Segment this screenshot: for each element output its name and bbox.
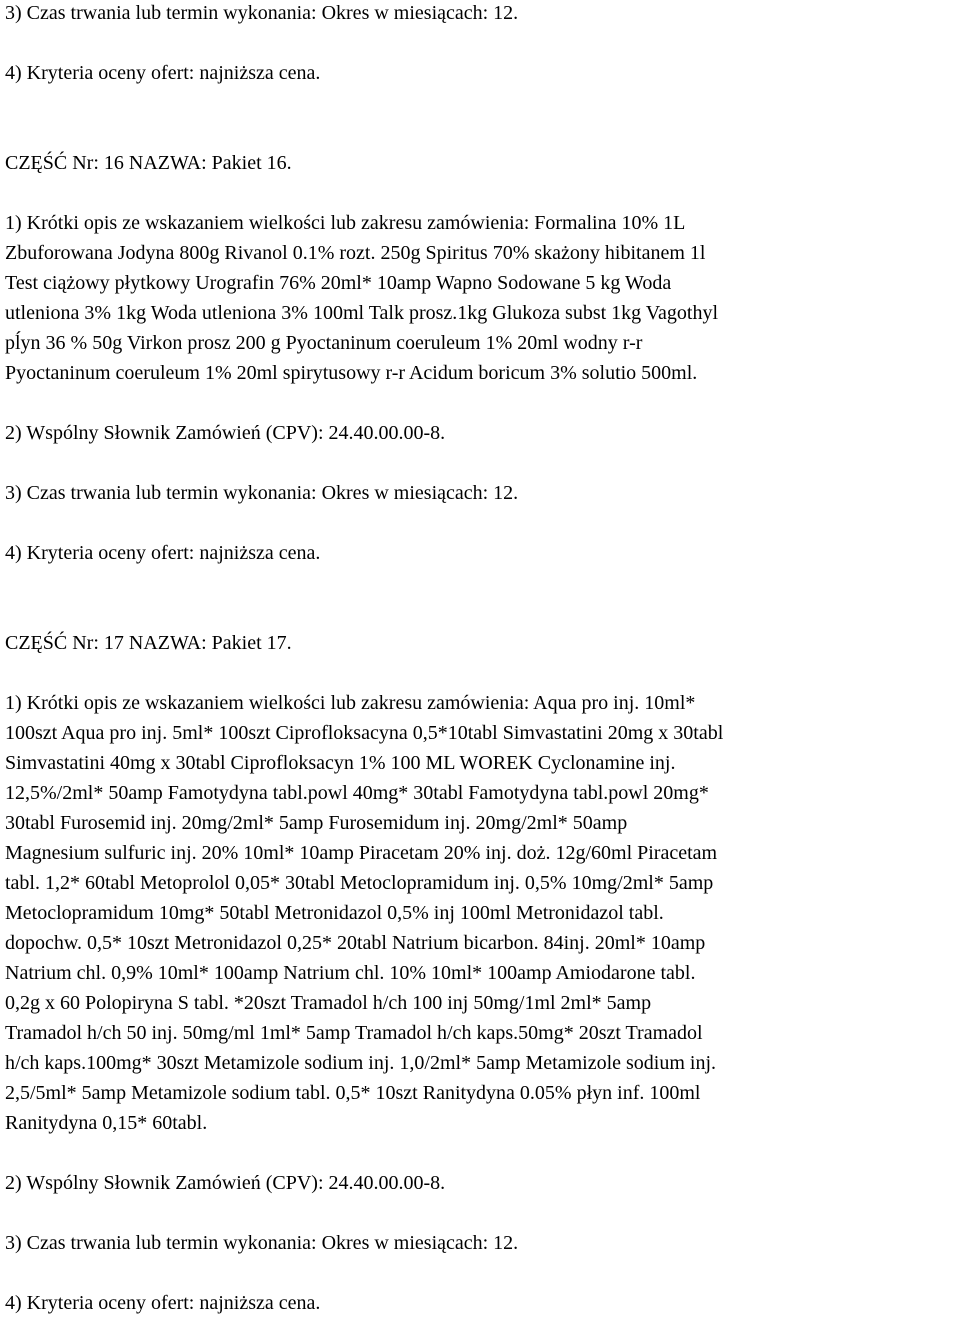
part17-description-line: Natrium chl. 0,9% 10ml* 100amp Natrium chl. 10% 10ml* 100amp Amiodarone tabl. bbox=[5, 962, 696, 984]
part16-cpv-line: 2) Wspólny Słownik Zamówień (CPV): 24.40.00.00-8. bbox=[5, 422, 446, 444]
part16-description-line: pĺyn 36 % 50g Virkon prosz 200 g Pyoctaninum coeruleum 1% 20ml wodny r-r bbox=[5, 332, 643, 354]
part17-description-line: Tramadol h/ch 50 inj. 50mg/ml 1ml* 5amp Tramadol h/ch kaps.50mg* 20szt Tramadol bbox=[5, 1022, 703, 1044]
part17-duration-line: 3) Czas trwania lub termin wykonania: Okres w miesiącach: 12. bbox=[5, 1232, 519, 1254]
part16-description-line: Pyoctaninum coeruleum 1% 20ml spirytusowy r-r Acidum boricum 3% solutio 500ml. bbox=[5, 362, 698, 384]
part17-description-line: Ranitydyna 0,15* 60tabl. bbox=[5, 1112, 208, 1134]
part17-description-line: tabl. 1,2* 60tabl Metoprolol 0,05* 30tabl Metoclopramidum inj. 0,5% 10mg/2ml* 5amp bbox=[5, 872, 714, 894]
part16-heading: CZĘŚĆ Nr: 16 NAZWA: Pakiet 16. bbox=[5, 152, 292, 174]
part17-description-line: 12,5%/2ml* 50amp Famotydyna tabl.powl 40mg* 30tabl Famotydyna tabl.powl 20mg* bbox=[5, 782, 709, 804]
part17-description-line: 0,2g x 60 Polopiryna S tabl. *20szt Tramadol h/ch 100 inj 50mg/1ml 2ml* 5amp bbox=[5, 992, 652, 1014]
part17-description-line: Simvastatini 40mg x 30tabl Ciprofloksacyn 1% 100 ML WOREK Cyclonamine inj. bbox=[5, 752, 676, 774]
part17-description-line: 30tabl Furosemid inj. 20mg/2ml* 5amp Furosemidum inj. 20mg/2ml* 50amp bbox=[5, 812, 628, 834]
part16-description-line: utleniona 3% 1kg Woda utleniona 3% 100ml Talk prosz.1kg Glukoza subst 1kg Vagothyl bbox=[5, 302, 719, 324]
part16-criteria-line: 4) Kryteria oceny ofert: najniższa cena. bbox=[5, 542, 321, 564]
part16-description-line: Zbuforowana Jodyna 800g Rivanol 0.1% rozt. 250g Spiritus 70% skażony hibitanem 1l bbox=[5, 242, 706, 264]
part16-duration-line: 3) Czas trwania lub termin wykonania: Okres w miesiącach: 12. bbox=[5, 482, 519, 504]
part17-heading: CZĘŚĆ Nr: 17 NAZWA: Pakiet 17. bbox=[5, 632, 292, 654]
part17-description-line: dopochw. 0,5* 10szt Metronidazol 0,25* 20tabl Natrium bicarbon. 84inj. 20ml* 10amp bbox=[5, 932, 706, 954]
part17-description-line: 1) Krótki opis ze wskazaniem wielkości lub zakresu zamówienia: Aqua pro inj. 10ml* bbox=[5, 692, 696, 714]
part15-duration-line: 3) Czas trwania lub termin wykonania: Okres w miesiącach: 12. bbox=[5, 2, 519, 24]
part17-description-line: Magnesium sulfuric inj. 20% 10ml* 10amp Piracetam 20% inj. doż. 12g/60ml Piracetam bbox=[5, 842, 718, 864]
part17-description-line: Metoclopramidum 10mg* 50tabl Metronidazol 0,5% inj 100ml Metronidazol tabl. bbox=[5, 902, 664, 924]
part16-description-line: Test ciążowy płytkowy Urografin 76% 20ml* 10amp Wapno Sodowane 5 kg Woda bbox=[5, 272, 672, 294]
part16-description-line: 1) Krótki opis ze wskazaniem wielkości lub zakresu zamówienia: Formalina 10% 1L bbox=[5, 212, 686, 234]
part17-description-line: h/ch kaps.100mg* 30szt Metamizole sodium inj. 1,0/2ml* 5amp Metamizole sodium inj. bbox=[5, 1052, 717, 1074]
part17-criteria-line: 4) Kryteria oceny ofert: najniższa cena. bbox=[5, 1292, 321, 1314]
part15-criteria-line: 4) Kryteria oceny ofert: najniższa cena. bbox=[5, 62, 321, 84]
part17-cpv-line: 2) Wspólny Słownik Zamówień (CPV): 24.40.00.00-8. bbox=[5, 1172, 446, 1194]
part17-description-line: 2,5/5ml* 5amp Metamizole sodium tabl. 0,5* 10szt Ranitydyna 0.05% płyn inf. 100ml bbox=[5, 1082, 701, 1104]
part17-description-line: 100szt Aqua pro inj. 5ml* 100szt Ciprofloksacyna 0,5*10tabl Simvastatini 20mg x 30tabl bbox=[5, 722, 724, 744]
